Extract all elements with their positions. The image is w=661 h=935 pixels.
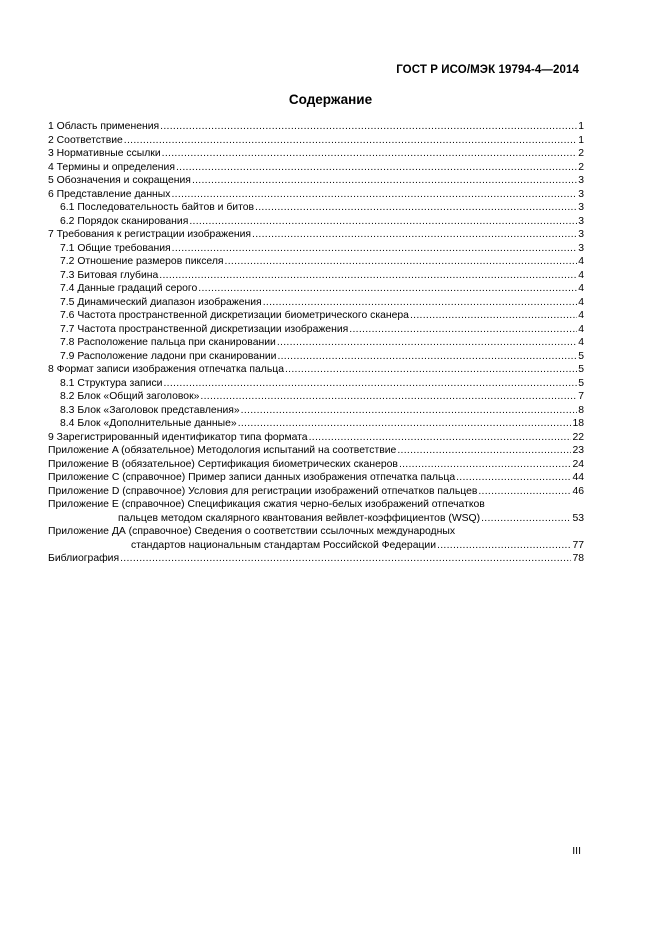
toc-page-number: 4: [578, 296, 584, 308]
toc-entry[interactable]: [48, 296, 584, 310]
toc-entry[interactable]: [48, 431, 584, 445]
toc-entry-label: Библиография: [48, 553, 120, 564]
toc-leader-dots: [159, 269, 577, 283]
toc-entry-label: 8 Формат записи изображения отпечатка пальца: [48, 364, 284, 375]
toc-page-number: 8: [578, 404, 584, 416]
toc-page-number: 78: [572, 553, 584, 564]
toc-entry[interactable]: [48, 282, 584, 296]
toc-page-number: 5: [578, 377, 584, 389]
toc-leader-dots: [124, 134, 577, 148]
toc-entry[interactable]: [48, 309, 584, 323]
toc-entry-appendix-da[interactable]: [48, 525, 584, 552]
toc-entry[interactable]: [48, 188, 584, 202]
toc-page-number: 4: [578, 269, 584, 281]
toc-leader-dots: [189, 215, 577, 229]
toc-leader-dots: [255, 201, 577, 215]
toc-entry[interactable]: [48, 269, 584, 283]
toc-entry[interactable]: [48, 215, 584, 229]
toc-entry-label: 7.6 Частота пространственной дискретизации биометрического сканера: [60, 310, 409, 321]
toc-leader-dots: [481, 512, 571, 526]
toc-page-number: 3: [578, 188, 584, 200]
toc-entry-appendix-e[interactable]: [48, 498, 584, 525]
toc-entry[interactable]: [48, 444, 584, 458]
document-code: ГОСТ Р ИСО/МЭК 19794-4—2014: [396, 64, 579, 76]
toc-page-number: 4: [578, 337, 584, 348]
toc-entry-label: 4 Термины и определения: [48, 161, 175, 173]
toc-page-number: 77: [572, 539, 584, 551]
toc-entry[interactable]: [48, 147, 584, 161]
toc-page-number: 3: [578, 215, 584, 227]
toc-leader-dots: [164, 377, 578, 391]
toc-entry-label: Приложение D (справочное) Условия для регистрации изображений отпечатков пальцев: [48, 485, 478, 497]
toc-entry[interactable]: [48, 228, 584, 242]
toc-page-number: 53: [572, 512, 584, 524]
toc-leader-dots: [171, 188, 577, 202]
toc-leader-dots: [456, 471, 571, 485]
toc-page-number: 24: [572, 458, 584, 470]
toc-page-number: 4: [578, 256, 584, 267]
toc-page-number: 3: [578, 202, 584, 213]
toc-leader-dots: [241, 404, 578, 418]
toc-page-number: 7: [578, 391, 584, 402]
toc-entry-bibliography[interactable]: [48, 552, 584, 566]
toc-page-number: 5: [578, 364, 584, 375]
toc-entry-label: 1 Область применения: [48, 121, 160, 132]
toc-entry[interactable]: [48, 120, 584, 134]
toc-page-number: 3: [578, 229, 584, 240]
toc-leader-dots: [176, 161, 577, 175]
toc-leader-dots: [437, 539, 571, 553]
toc-entry[interactable]: [48, 336, 584, 350]
toc-entry-label: 8.4 Блок «Дополнительные данные»: [60, 418, 237, 429]
toc-entry-label: 7.5 Динамический диапазон изображения: [60, 296, 262, 308]
toc-page-number: 5: [578, 350, 584, 362]
toc-leader-dots: [397, 444, 571, 458]
toc-page-number: 44: [572, 472, 584, 483]
toc-page-number: 18: [572, 418, 584, 429]
toc-entry[interactable]: [48, 377, 584, 391]
toc-leader-dots: [200, 390, 577, 404]
toc-entry-label: 7 Требования к регистрации изображения: [48, 229, 252, 240]
toc-leader-dots: [162, 147, 578, 161]
toc-entry[interactable]: [48, 363, 584, 377]
toc-leader-dots: [309, 431, 572, 445]
toc-leader-dots: [263, 296, 578, 310]
toc-entry[interactable]: [48, 350, 584, 364]
toc-entry-label: 8.1 Структура записи: [60, 377, 163, 389]
toc-entry-label: 7.8 Расположение пальца при сканировании: [60, 337, 276, 348]
toc-page-number: 4: [578, 283, 584, 294]
toc-leader-dots: [277, 336, 577, 350]
page-title: Содержание: [288, 92, 373, 107]
toc-entry-label: 6.2 Порядок сканирования: [60, 215, 189, 227]
toc-entry[interactable]: [48, 390, 584, 404]
toc-entry-label: 7.4 Данные градаций серого: [60, 283, 198, 294]
toc-entry-label: Приложение ДА (справочное) Сведения о соответствии ссылочных международных: [48, 526, 456, 537]
toc-leader-dots: [172, 242, 578, 256]
toc-leader-dots: [478, 485, 571, 499]
toc-page-number: 4: [578, 323, 584, 335]
toc-leader-dots: [410, 309, 577, 323]
toc-leader-dots: [120, 552, 571, 566]
toc-entry-label: 2 Соответствие: [48, 134, 123, 146]
toc-page-number: 2: [578, 161, 584, 173]
toc-entry-label: 7.9 Расположение ладони при сканировании: [60, 350, 277, 362]
toc-leader-dots: [277, 350, 577, 364]
toc-leader-dots: [285, 363, 577, 377]
toc-entry-label: 7.3 Битовая глубина: [60, 269, 159, 281]
toc-leader-dots: [198, 282, 577, 296]
toc-page-number: 2: [578, 148, 584, 159]
toc-entry-label: Приложение C (справочное) Пример записи данных изображения отпечатка пальца: [48, 472, 456, 483]
toc-entry-label: 8.3 Блок «Заголовок представления»: [60, 404, 240, 416]
toc-entry-label: 6.1 Последовательность байтов и битов: [60, 202, 255, 213]
toc-entry-label: 6 Представление данных: [48, 188, 171, 200]
toc-leader-dots: [192, 174, 577, 188]
toc-entry[interactable]: [48, 201, 584, 215]
toc-page-number: 3: [578, 175, 584, 186]
toc-entry-label: Приложение E (справочное) Спецификация сжатия черно-белых изображений отпечатков: [48, 499, 485, 510]
toc-page-number: 22: [572, 431, 584, 443]
toc-entry-label: 8.2 Блок «Общий заголовок»: [60, 391, 200, 402]
page-folio: III: [572, 845, 581, 857]
toc-page-number: 3: [578, 242, 584, 254]
toc-entry-label-continued: пальцев методом скалярного квантования вейвлет-коэффициентов (WSQ): [118, 512, 481, 524]
toc-entry[interactable]: [48, 471, 584, 485]
toc-entry-label: 7.7 Частота пространственной дискретизации изображения: [60, 323, 349, 335]
toc-leader-dots: [399, 458, 572, 472]
toc-page-number: 1: [578, 134, 584, 146]
toc-page-number: 4: [578, 310, 584, 321]
toc-page-number: 1: [578, 121, 584, 132]
toc-entry[interactable]: [48, 458, 584, 472]
toc-entry-label: 3 Нормативные ссылки: [48, 148, 161, 159]
toc-entry[interactable]: [48, 404, 584, 418]
toc-page-number: 46: [572, 485, 584, 497]
toc-leader-dots: [349, 323, 577, 337]
toc-entry[interactable]: [48, 485, 584, 499]
toc-entry-label: 9 Зарегистрированный идентификатор типа формата: [48, 431, 308, 443]
toc-leader-dots: [160, 120, 577, 134]
toc-entry-label: Приложение A (обязательное) Методология испытаний на соответствие: [48, 445, 397, 456]
table-of-contents: [48, 120, 584, 566]
toc-entry[interactable]: [48, 134, 584, 148]
toc-entry[interactable]: [48, 255, 584, 269]
toc-entry-label: 7.2 Отношение размеров пикселя: [60, 256, 224, 267]
toc-page-number: 23: [572, 445, 584, 456]
toc-entry[interactable]: [48, 242, 584, 256]
toc-leader-dots: [252, 228, 577, 242]
toc-entry[interactable]: [48, 174, 584, 188]
toc-entry-label: 7.1 Общие требования: [60, 242, 171, 254]
toc-entry-label-continued: стандартов национальным стандартам Российской Федерации: [131, 539, 437, 551]
toc-entry-label: Приложение B (обязательное) Сертификация биометрических сканеров: [48, 458, 398, 470]
toc-entry[interactable]: [48, 161, 584, 175]
toc-entry-label: 5 Обозначения и сокращения: [48, 175, 191, 186]
toc-entry[interactable]: [48, 323, 584, 337]
toc-entry[interactable]: [48, 417, 584, 431]
toc-leader-dots: [225, 255, 578, 269]
toc-leader-dots: [238, 417, 572, 431]
